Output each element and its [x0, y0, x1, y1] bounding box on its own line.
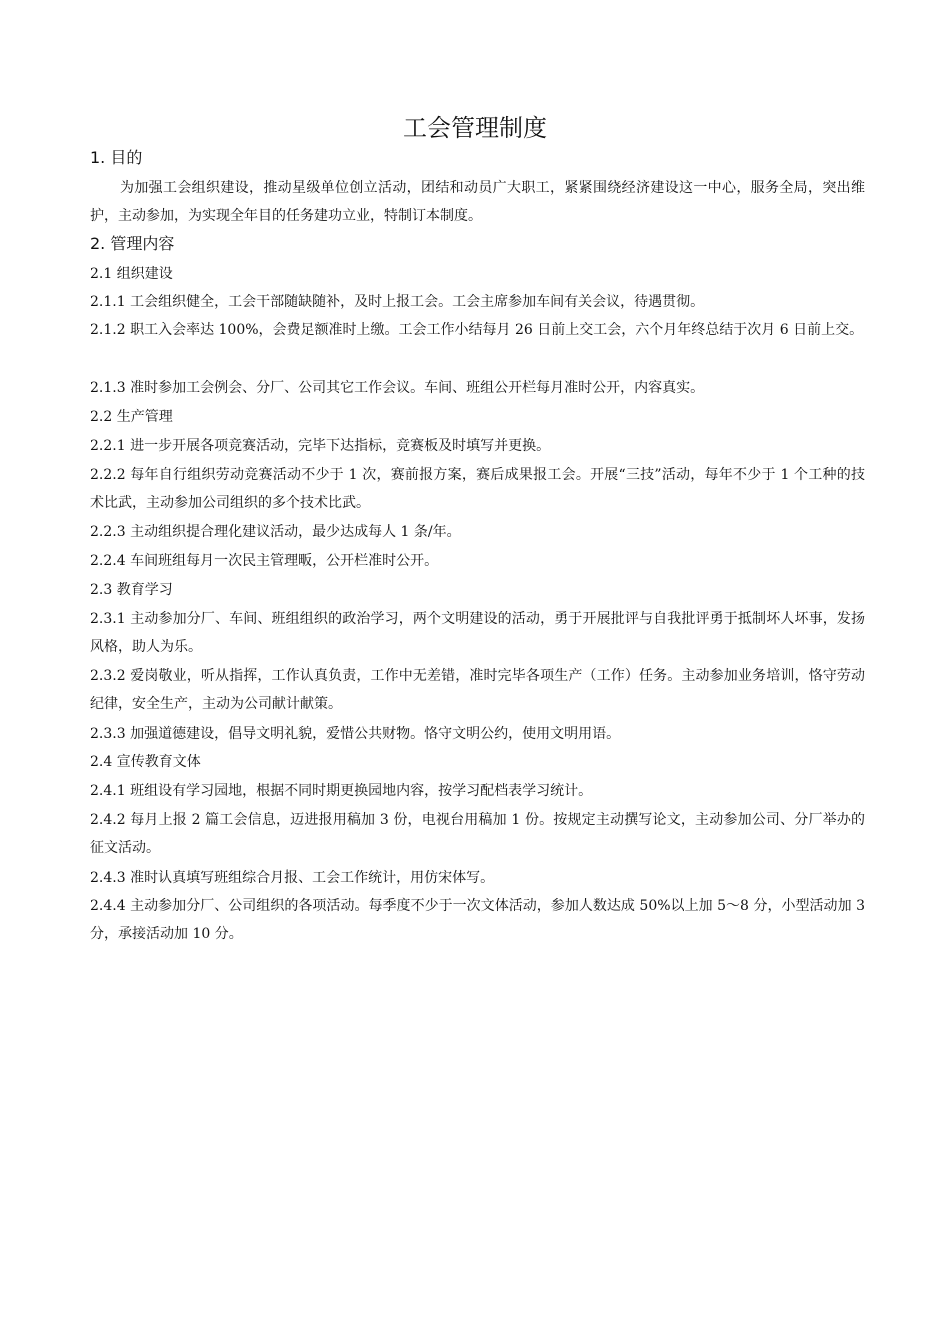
clause-2-3-1: 2.3.1 主动参加分厂、车间、班组组织的政治学习，两个文明建设的活动，勇于开展批评与自我批评勇于抵制坏人坏事，发扬风格，助人为乐。: [90, 611, 865, 655]
subheading-2-3: 2.3 教育学习: [90, 582, 173, 598]
subheading-2-1: 2.1 组织建设: [90, 266, 173, 282]
clause-2-4-1: 2.4.1 班组设有学习园地，根据不同时期更换园地内容，按学习配档表学习统计。: [90, 783, 593, 799]
section-heading-management: 2. 管理内容: [90, 234, 175, 253]
subheading-2-4: 2.4 宣传教育文体: [90, 754, 201, 770]
clause-2-1-1: 2.1.1 工会组织健全，工会干部随缺随补，及时上报工会。工会主席参加车间有关会议，待遇贯彻。: [90, 294, 705, 310]
paragraph-purpose: 为加强工会组织建设，推动星级单位创立活动，团结和动员广大职工，紧紧围绕经济建设这一中心，服务全局，突出维护，主动参加，为实现全年目的任务建功立业，特制订本制度。: [90, 180, 865, 224]
subheading-2-2: 2.2 生产管理: [90, 409, 173, 425]
clause-2-4-2: 2.4.2 每月上报 2 篇工会信息，迈进报用稿加 3 份，电视台用稿加 1 份。按规定主动撰写论文，主动参加公司、分厂举办的征文活动。: [90, 812, 865, 856]
section-heading-purpose: 1. 目的: [90, 148, 143, 167]
clause-2-1-3: 2.1.3 准时参加工会例会、分厂、公司其它工作会议。车间、班组公开栏每月准时公开，内容真实。: [90, 380, 705, 396]
clause-2-2-2: 2.2.2 每年自行组织劳动竞赛活动不少于 1 次，赛前报方案，赛后成果报工会。开展“三技”活动，每年不少于 1 个工种的技术比武，主动参加公司组织的多个技术比武。: [90, 467, 865, 511]
document-title: 工会管理制度: [403, 114, 547, 142]
clause-2-3-3: 2.3.3 加强道德建设，倡导文明礼貌，爱惜公共财物。恪守文明公约，使用文明用语。: [90, 726, 621, 742]
clause-2-4-3: 2.4.3 准时认真填写班组综合月报、工会工作统计，用仿宋体写。: [90, 870, 495, 886]
clause-2-2-4: 2.2.4 车间班组每月一次民主管理畈，公开栏准时公开。: [90, 553, 439, 569]
clause-2-2-3: 2.2.3 主动组织提合理化建议活动，最少达成每人 1 条/年。: [90, 524, 461, 540]
clause-2-3-2: 2.3.2 爱岗敬业，听从指挥，工作认真负责，工作中无差错，准时完毕各项生产（工作）任务。主动参加业务培训，恪守劳动纪律，安全生产，主动为公司献计献策。: [90, 668, 865, 712]
clause-2-2-1: 2.2.1 进一步开展各项竞赛活动，完毕下达指标，竞赛板及时填写并更换。: [90, 438, 551, 454]
clause-2-1-2: 2.1.2 职工入会率达 100%，会费足额准时上缴。工会工作小结每月 26 日前上交工会，六个月年终总结于次月 6 日前上交。: [90, 322, 864, 338]
clause-2-4-4: 2.4.4 主动参加分厂、公司组织的各项活动。每季度不少于一次文体活动，参加人数达成 50%以上加 5～8 分，小型活动加 3 分，承接活动加 10 分。: [90, 898, 865, 942]
